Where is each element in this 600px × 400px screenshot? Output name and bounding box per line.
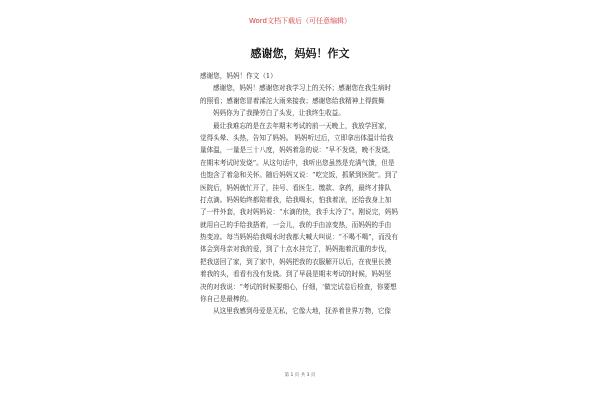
article-body <box>200 70 404 318</box>
text-line: 体会到母亲对我的爱，到了十点水挂完了，妈妈拖着沉重的步伐， <box>200 245 392 254</box>
text-line: 在期末考试时发烧”。从这句话中，我听出您虽然是充满气馈，但是 <box>200 158 395 167</box>
text-line: 也饱含了着急和关怀。随后妈妈又说：“吃完饭，抓紧到医院”。到了 <box>200 171 398 180</box>
page-title: 感谢您，妈妈！作文 <box>250 47 350 60</box>
text-line: 妈妈你为了我操劳白了头发，让我终生收益。 <box>213 109 345 118</box>
text-line: 从这里我感到母爱是无私，它像大地，抚养着世界万物，它像 <box>213 307 392 316</box>
text-line: 感谢您，妈妈！感谢您对我学习上的关怀；感谢您在我生病时 <box>213 84 392 93</box>
text-line: 量体温，一量是三十八度，妈妈着急的说：“早不发烧，晚不发烧， <box>200 146 395 155</box>
text-line: 你自己是最棒的。 <box>200 295 253 304</box>
text-line: 就用自己的手给我捂着，一会儿，我的手由凉变热，而妈妈的手由 <box>200 220 392 229</box>
text-line: 感谢您，妈妈！作文（1） <box>200 72 277 80</box>
watermark-text: Word文档下载后（可任意编辑） <box>249 17 351 25</box>
text-line: 着我的头，看看有没有发烧。到了早晨是期末考试的时候，妈妈坚 <box>200 270 392 279</box>
text-line: 热变凉。每当妈妈给我喝水时我都大喊大叫说：“不喝不喝”，而没有 <box>200 233 398 242</box>
text-line: 的照看；感谢您冒着浠沱大雨来接我；感谢您给我精神上得鼓舞 <box>200 96 385 105</box>
page-footer: 第 1 页 共 3 页 <box>284 373 316 378</box>
text-line: 觉得头晕、头热，告知了妈妈。 妈妈听过后，立即拿出体温计给我 <box>200 133 394 142</box>
text-line: 了一件外套，我对妈妈说：“水滴的快，我手太冷了”。刚说完，妈妈 <box>200 208 398 217</box>
text-line: 打点滴。妈妈始终都陪着我，给我喝水，怕我着凉，还给我身上加 <box>200 195 392 204</box>
text-line: 把我送回了家，到了家中，妈妈把我的衣服解开以后，在夜里长摸 <box>200 257 392 266</box>
text-line: 决的对我说：“考试的时候要细心，仔细，‘做完试卷后检查，你要想 <box>200 282 397 291</box>
text-line: 医院后，妈妈就忙开了，挂号、看医生、缴款、拿药，最终才排队 <box>200 183 392 192</box>
text-line: 最让我难忘的是在去年期末考试的前一天晚上，我放学回家， <box>213 121 392 130</box>
